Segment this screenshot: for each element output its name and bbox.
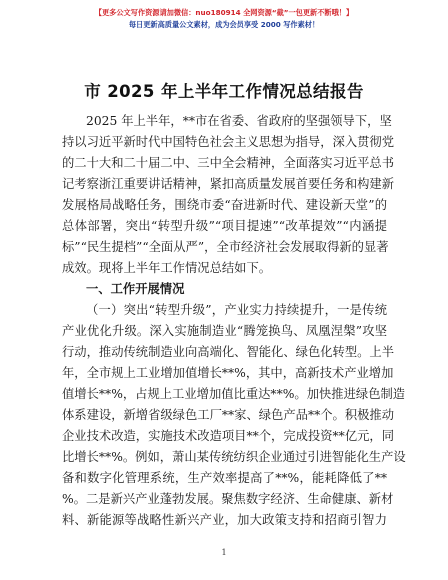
paragraph-line: 持以习近平新时代中国特色社会主义思想为指导，深入贯彻党 <box>62 135 395 149</box>
paragraph-line: 值增长**%，占规上工业增加值比重达**%。加快推进绿色制造 <box>62 387 406 401</box>
paragraph-line: %。二是新兴产业蓬勃发展。聚焦数字经济、生命健康、新材 <box>62 492 394 506</box>
paragraph-line: 标”“民生提档”“全面从严”，全市经济社会发展取得新的显著 <box>62 240 389 254</box>
paragraph-line: 记考察浙江重要讲话精神，紧扣高质量发展首要任务和构建新 <box>62 177 395 191</box>
paragraph-line: 备和数字化管理系统，生产效率提高了**%，能耗降低了** <box>62 471 387 485</box>
paragraph-line: 总体部署，突出“转型升级”“项目提速”“改革提效”“内涵提 <box>62 219 387 233</box>
section-heading: 一、工作开展情况 <box>86 282 185 296</box>
paragraph-line: 产业优化升级。深入实施制造业“腾笼换鸟、凤凰涅槃”攻坚 <box>62 324 387 338</box>
page-number: 1 <box>221 548 227 557</box>
paragraph-line: 企业技术改造，实施技术改造项目**个，完成投资**亿元，同 <box>62 429 395 443</box>
paragraph-line: （一）突出“转型升级”，产业实力持续提升，一是传统 <box>86 303 387 317</box>
document-title: 市 2025 年上半年工作情况总结报告 <box>84 82 364 101</box>
paragraph-line: 比增长**%。例如，萧山某传统纺织企业通过引进智能化生产设 <box>62 450 406 464</box>
promo-banner-line-2: 每日更新高质量公文素材，成为会员享受 2000 写作素材！ <box>128 20 320 29</box>
paragraph-line: 2025 年上半年，**市在省委、省政府的坚强领导下，坚 <box>86 114 392 128</box>
paragraph-line: 的二十大和二十届二中、三中全会精神，全面落实习近平总书 <box>62 156 395 170</box>
paragraph-line: 发展格局战略任务，围绕市委“奋进新时代、建设新天堂”的 <box>62 198 387 212</box>
paragraph-line: 年，全市规上工业增加值增长**%，其中，高新技术产业增加 <box>62 366 394 380</box>
paragraph-line: 料、新能源等战略性新兴产业，加大政策支持和招商引智力 <box>62 513 387 527</box>
promo-banner-line-1: 【更多公文写作资源请加微信：nuo180914 全网资源“截”一包更新不断哦！】 <box>94 8 354 17</box>
paragraph-line: 行动，推动传统制造业向高端化、智能化、绿色化转型。上半 <box>62 345 395 359</box>
paragraph-line: 成效。现将上半年工作情况总结如下。 <box>62 261 272 275</box>
paragraph-line: 体系建设，新增省级绿色工厂**家、绿色产品**个。积极推动 <box>62 408 395 422</box>
